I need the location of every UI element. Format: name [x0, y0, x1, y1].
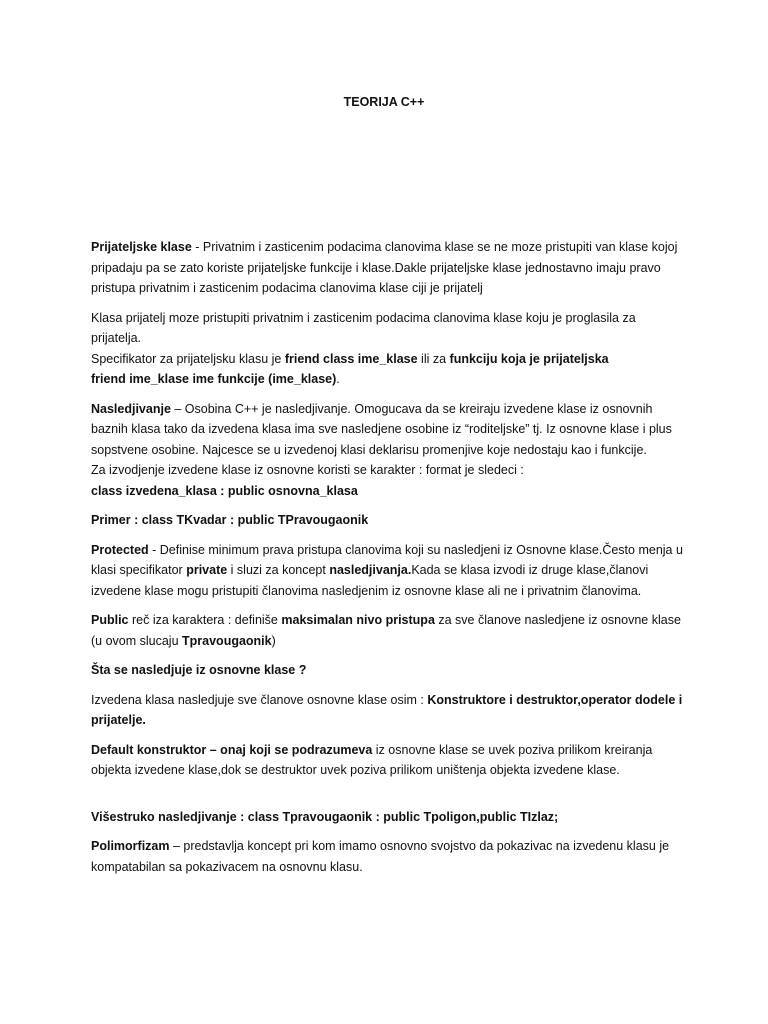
text: - Definise minimum prava pristupa clanovima koji su nasledjeni iz Osnovne klase.Često menja u klasi specifikator [91, 542, 683, 577]
bold-text: Protected [91, 542, 149, 557]
paragraph-visestruko-nasledjivanje [91, 807, 687, 828]
paragraph-public [91, 610, 687, 651]
bold-text: Konstruktore i destruktor,operator dodele i prijatelje. [91, 692, 683, 727]
bold-text: friend class ime_klase [284, 351, 418, 366]
text: - Privatnim i zasticenim podacima clanovima klase se ne moze pristupiti van klase kojoj pripadaju pa se zato koriste prijateljske funkcije i klase.Dakle prijateljske klase jednostavno imaju pravo pristupa privatnim i zasticenim podacima clanovima klase ciji je prijatelj [91, 240, 678, 295]
text: iz osnovne klase se uvek poziva prilikom kreiranja objekta izvedene klase,dok se destruktor uvek poziva prilikom uništenja objekta izvedene klase. [91, 742, 653, 777]
text: Klasa prijatelj moze pristupiti privatnim i zasticenim podacima clanovima klase koju je proglasila za prijatelja. [91, 310, 636, 345]
text: za sve članove nasledjene iz osnovne klase (u ovom slucaju [91, 613, 681, 648]
bold-text: class izvedena_klasa : public osnovna_klasa [91, 483, 358, 498]
text: ili za [417, 351, 450, 366]
bold-text: Public [91, 613, 129, 627]
document-title: TEORIJA C++ [343, 95, 425, 109]
bold-text: Nasledjivanje [91, 401, 171, 416]
text: Za izvodjenje izvedene klase iz osnovne koristi se karakter : format je sledeci : [91, 463, 524, 477]
text: reč iza karaktera : definiše [128, 613, 282, 627]
text: Specifikator za prijateljsku klasu je [91, 351, 285, 366]
bold-text: Polimorfizam [91, 839, 170, 853]
text: i sluzi za koncept [227, 563, 330, 577]
paragraph-default-konstruktor [91, 740, 687, 781]
text: Izvedena klasa nasledjuje sve članove osnovne klase osim : [91, 692, 428, 707]
document-body [91, 237, 687, 886]
text: – Osobina C++ je nasledjivanje. Omogucava da se kreiraju izvedene klase iz osnovnih baznih klasa tako da izvedena klasa ima sve nasledjene osobine iz “roditeljske” tj. Iz osnovne klase i plus sopstvene osobine. Najcesce se u izvedenoj klasi deklarisu promenjive koje nedostaju kao i funkcije. [91, 401, 672, 457]
text: Kada se klasa izvodi iz druge klase,članovi izvedene klase mogu pristupiti članovima nasledjenim iz osnovne klase ali ne i privatnim članovima. [91, 563, 649, 598]
bold-text: Primer : class TKvadar : public TPravougaonik [91, 513, 369, 527]
bold-text: Default konstruktor – onaj koji se podrazumeva [91, 742, 373, 757]
paragraph-protected [91, 540, 687, 602]
bold-text: nasledjivanja. [329, 563, 412, 577]
bold-text: Višestruko nasledjivanje : class Tpravougaonik : public Tpoligon,public TIzlaz; [91, 809, 559, 824]
paragraph-prijateljske-klase [91, 237, 687, 299]
bold-text: Prijateljske klase [91, 240, 192, 254]
paragraph-primer [91, 510, 687, 531]
paragraph-klasa-prijatelj [91, 308, 687, 390]
text: . [336, 372, 340, 386]
paragraph-sta-se-nasledjuje [91, 660, 687, 681]
bold-text: Tpravougaonik [182, 633, 272, 648]
bold-text: friend ime_klase ime funkcije (ime_klase) [91, 372, 337, 386]
text: ) [271, 633, 276, 648]
bold-text: Šta se nasledjuje iz osnovne klase ? [91, 663, 307, 677]
bold-text: funkciju koja je prijateljska [449, 351, 609, 366]
paragraph-izvedena-klasa [91, 690, 687, 731]
bold-text: maksimalan nivo pristupa [281, 613, 435, 627]
bold-text: private [186, 563, 228, 577]
paragraph-nasledjivanje [91, 399, 687, 502]
text: – predstavlja koncept pri kom imamo osnovno svojstvo da pokazivac na izvedenu klasu je kompatabilan sa pokazivacem na osnovnu klasu. [91, 839, 670, 874]
paragraph-polimorfizam [91, 836, 687, 877]
